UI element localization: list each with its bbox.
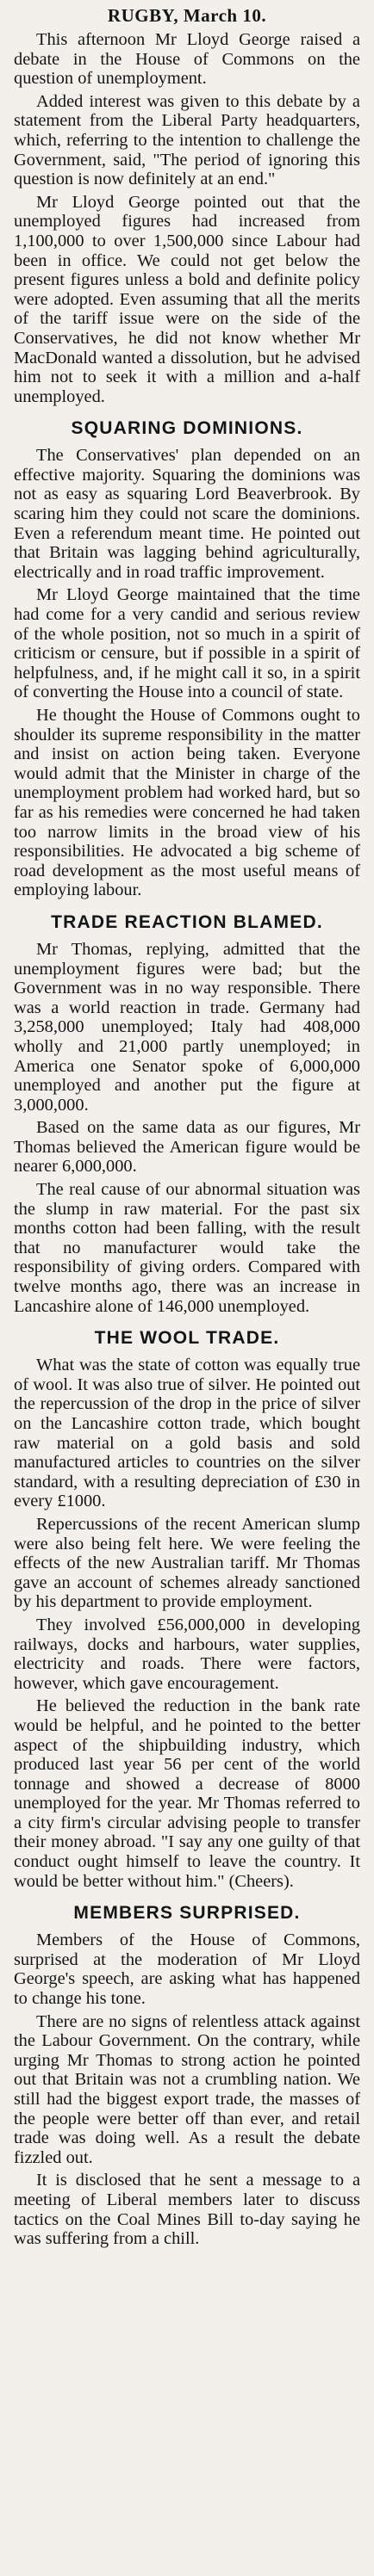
section-squaring-dominions: [14, 418, 360, 900]
paragraph: Mr Thomas, replying, admitted that the unemployment figures were bad; but the Government was in no way responsible. There was a world reaction in trade. Germany had 3,258,000 unemployed; Italy had 408,000 wholly and 21,000 partly unemployed; in America one Senator spoke of 6,000,000 unemployed and another put the figure at 3,000,000.: [14, 939, 360, 1115]
section-heading: MEMBERS SURPRISED.: [73, 1903, 301, 1924]
paragraph: What was the state of cotton was equally true of wool. It was also true of silver. He pointed out the repercussion of the drop in the price of silver on the Lancashire cotton trade, which bought raw material on a gold basis and sold manufactured articles to countries on the silver standard, with a resulting depreciation of £30 in every £1000.: [14, 1356, 360, 1511]
paragraph: Repercussions of the recent American slump were also being felt here. We were feeling the effects of the new Australian tariff. Mr Thomas gave an account of schemes already sanctioned by his department to provide employment.: [14, 1514, 360, 1612]
paragraph: They involved £56,000,000 in developing railways, docks and harbours, water supplies, electricity and roads. There were factors, however, which gave encouragement.: [14, 1615, 360, 1693]
paragraph: Mr Lloyd George maintained that the time had come for a very candid and serious review of the whole position, not so much in a spirit of criticism or censure, but if possible in a spirit of helpfulness, and, if he might call it so, in a spirit of converting the House into a council of state.: [14, 585, 360, 702]
paragraph: The real cause of our abnormal situation was the slump in raw material. For the past six months cotton had been falling, with the result that no manufacturer would take the responsibility of giving orders. Compared with twelve months ago, there was an increase in Lancashire alone of 146,000 unemployed.: [14, 1180, 360, 1316]
dateline: RUGBY, March 10.: [107, 5, 267, 26]
paragraph: It is disclosed that he sent a message to a meeting of Liberal members later to discuss tactics on the Coal Mines Bill to-day saying he was suffering from a chill.: [14, 2171, 360, 2249]
section-heading: SQUARING DOMINIONS.: [71, 418, 303, 439]
paragraph: He believed the reduction in the bank rate would be helpful, and he pointed to the better aspect of the shipbuilding industry, which produced last year 56 per cent of the world tonnage and showed a decrease of 8000 unemployed for the year. Mr Thomas referred to a city firm's circular advising people to transfer their money abroad. "I say any one guilty of that conduct ought himself to leave the country. It would be better without him." (Cheers).: [14, 1696, 360, 1891]
intro-section: [14, 30, 360, 406]
section-members-surprised: [14, 1903, 360, 2249]
section-heading: THE WOOL TRADE.: [94, 1328, 280, 1349]
paragraph: Added interest was given to this debate by a statement from the Liberal Party headquarters, which, referring to the intention to challenge the Government, said, "The period of ignoring this question is now definitely at an end.": [14, 91, 360, 189]
section-wool-trade: [14, 1328, 360, 1891]
paragraph: He thought the House of Commons ought to shoulder its supreme responsibility in the matter and insist on action being taken. Everyone would admit that the Minister in charge of the unemployment problem had worked hard, but so far as his remedies were concerned he had taken too narrow limits in the broad view of his responsibilities. He advocated a big scheme of road development as the most useful means of employing labour.: [14, 706, 360, 900]
paragraph: The Conservatives' plan depended on an effective majority. Squaring the dominions was not as easy as squaring Lord Beaverbrook. By scaring him they could not scare the dominions. Even a referendum meant time. He pointed out that Britain was lagging behind agriculturally, electrically and in road traffic improvement.: [14, 446, 360, 582]
paragraph: Members of the House of Commons, surprised at the moderation of Mr Lloyd George's speech, are asking what has happened to change his tone.: [14, 1930, 360, 2009]
section-heading: TRADE REACTION BLAMED.: [51, 911, 323, 932]
section-trade-reaction-blamed: [14, 912, 360, 1316]
paragraph: There are no signs of relentless attack against the Labour Government. On the contrary, while urging Mr Thomas to strong action he pointed out that Britain was not a crumbling nation. We still had the biggest export trade, the masses of the people were better off than ever, and retail trade was doing well. As a result the debate fizzled out.: [14, 2011, 360, 2167]
paragraph: Mr Lloyd George pointed out that the unemployed figures had increased from 1,100,000 to over 1,500,000 since Labour had been in office. We could not get below the present figures unless a bold and definite policy were adopted. Even assuming that all the merits of the tariff issue were on the side of the Conservatives, he did not know whether Mr MacDonald wanted a dissolution, but he advised him not to seek it with a million and a-half unemployed.: [14, 192, 360, 406]
paragraph: Based on the same data as our figures, Mr Thomas believed the American figure would be nearer 6,000,000.: [14, 1118, 360, 1177]
paragraph: This afternoon Mr Lloyd George raised a debate in the House of Commons on the question of unemployment.: [14, 30, 360, 89]
